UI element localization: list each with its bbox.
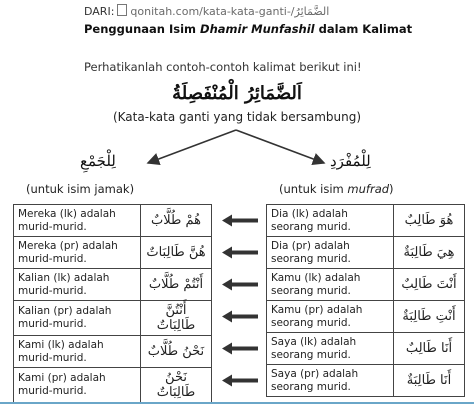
arabic-sentence: نَحْنُ طُلَّابٌ — [141, 336, 212, 368]
right-caption-suffix: ) — [389, 182, 394, 196]
row-arrow-left — [222, 247, 258, 259]
plural-pronoun-table — [13, 204, 212, 403]
source-url[interactable]: qonitah.com/kata-kata-ganti-/الضَّمَائِرُ — [130, 5, 330, 18]
latin-sentence: Mereka (pr) adalah murid-murid. — [14, 237, 141, 269]
arabic-sentence: أَنَا طَالِبَةٌ — [394, 365, 465, 397]
document-icon — [117, 4, 127, 16]
table-row — [267, 333, 465, 365]
latin-sentence: Kalian (pr) adalah murid-murid. — [14, 301, 141, 336]
bottom-divider — [0, 402, 474, 404]
latin-sentence: Kami (pr) adalah murid-murid. — [14, 368, 141, 403]
branch-arrow-left — [148, 130, 236, 163]
table-row — [14, 269, 212, 301]
latin-sentence: Dia (pr) adalah seorang murid. — [267, 237, 394, 269]
singular-pronoun-table — [266, 204, 465, 397]
row-arrow-left — [222, 279, 258, 291]
table-row — [267, 365, 465, 397]
table-row — [267, 269, 465, 301]
latin-sentence: Kalian (lk) adalah murid-murid. — [14, 269, 141, 301]
page-heading — [84, 22, 412, 36]
arabic-sentence: هِيَ طَالِبَةٌ — [394, 237, 465, 269]
right-branch-caption — [279, 182, 394, 196]
table-row — [267, 301, 465, 333]
arabic-sentence: هُوَ طَالِبٌ — [394, 205, 465, 237]
arabic-title: اَلضَّمَائِرُ الْمُنْفَصِلَةُ — [172, 83, 302, 104]
latin-sentence: Kamu (lk) adalah seorang murid. — [267, 269, 394, 301]
right-caption-italic: mufrad — [347, 182, 390, 196]
heading-part1: Penggunaan Isim — [84, 22, 201, 36]
latin-sentence: Saya (lk) adalah seorang murid. — [267, 333, 394, 365]
arabic-sentence: نَحْنُ طَالِبَاتٌ — [141, 368, 212, 403]
table-row — [267, 237, 465, 269]
arabic-sentence: أَنْتُمْ طُلَّابٌ — [141, 269, 212, 301]
latin-sentence: Kamu (pr) adalah seorang murid. — [267, 301, 394, 333]
right-caption-prefix: (untuk isim — [279, 182, 348, 196]
latin-sentence: Kami (lk) adalah murid-murid. — [14, 336, 141, 368]
row-arrow-left — [222, 311, 258, 323]
table-row — [14, 336, 212, 368]
arabic-sentence: أَنْتَ طَالِبٌ — [394, 269, 465, 301]
arabic-sentence: هُنَّ طَالِبَاتٌ — [141, 237, 212, 269]
left-branch-caption: (untuk isim jamak) — [26, 182, 135, 196]
table-row — [267, 205, 465, 237]
arabic-sentence: أَنْتُنَّ طَالِبَاتٌ — [141, 301, 212, 336]
table-row — [14, 205, 212, 237]
heading-part2: dalam Kalimat — [314, 22, 413, 36]
latin-sentence: Saya (pr) adalah seorang murid. — [267, 365, 394, 397]
heading-italic: Dhamir Munfashil — [200, 22, 315, 36]
table-row — [14, 237, 212, 269]
table-row — [14, 301, 212, 336]
latin-sentence: Mereka (lk) adalah murid-murid. — [14, 205, 141, 237]
source-line — [84, 4, 329, 18]
branch-arrow-right — [236, 130, 324, 163]
right-branch-arabic: لِلْمُفْرَدِ — [330, 152, 371, 170]
subtitle: (Kata-kata ganti yang tidak bersambung) — [112, 110, 362, 124]
arabic-sentence: أَنْتِ طَالِبَةٌ — [394, 301, 465, 333]
intro-text: Perhatikanlah contoh-contoh kalimat berikut ini! — [84, 60, 362, 74]
latin-sentence: Dia (lk) adalah seorang murid. — [267, 205, 394, 237]
row-arrow-left — [222, 215, 258, 227]
arabic-sentence: أَنَا طَالِبٌ — [394, 333, 465, 365]
source-prefix: DARI: — [84, 5, 115, 18]
row-arrow-left — [222, 343, 258, 355]
row-arrow-left — [222, 375, 258, 387]
row-arrows — [222, 215, 258, 387]
table-row — [14, 368, 212, 403]
arabic-sentence: هُمْ طُلَّابٌ — [141, 205, 212, 237]
left-branch-arabic: لِلْجَمْعِ — [80, 152, 116, 170]
